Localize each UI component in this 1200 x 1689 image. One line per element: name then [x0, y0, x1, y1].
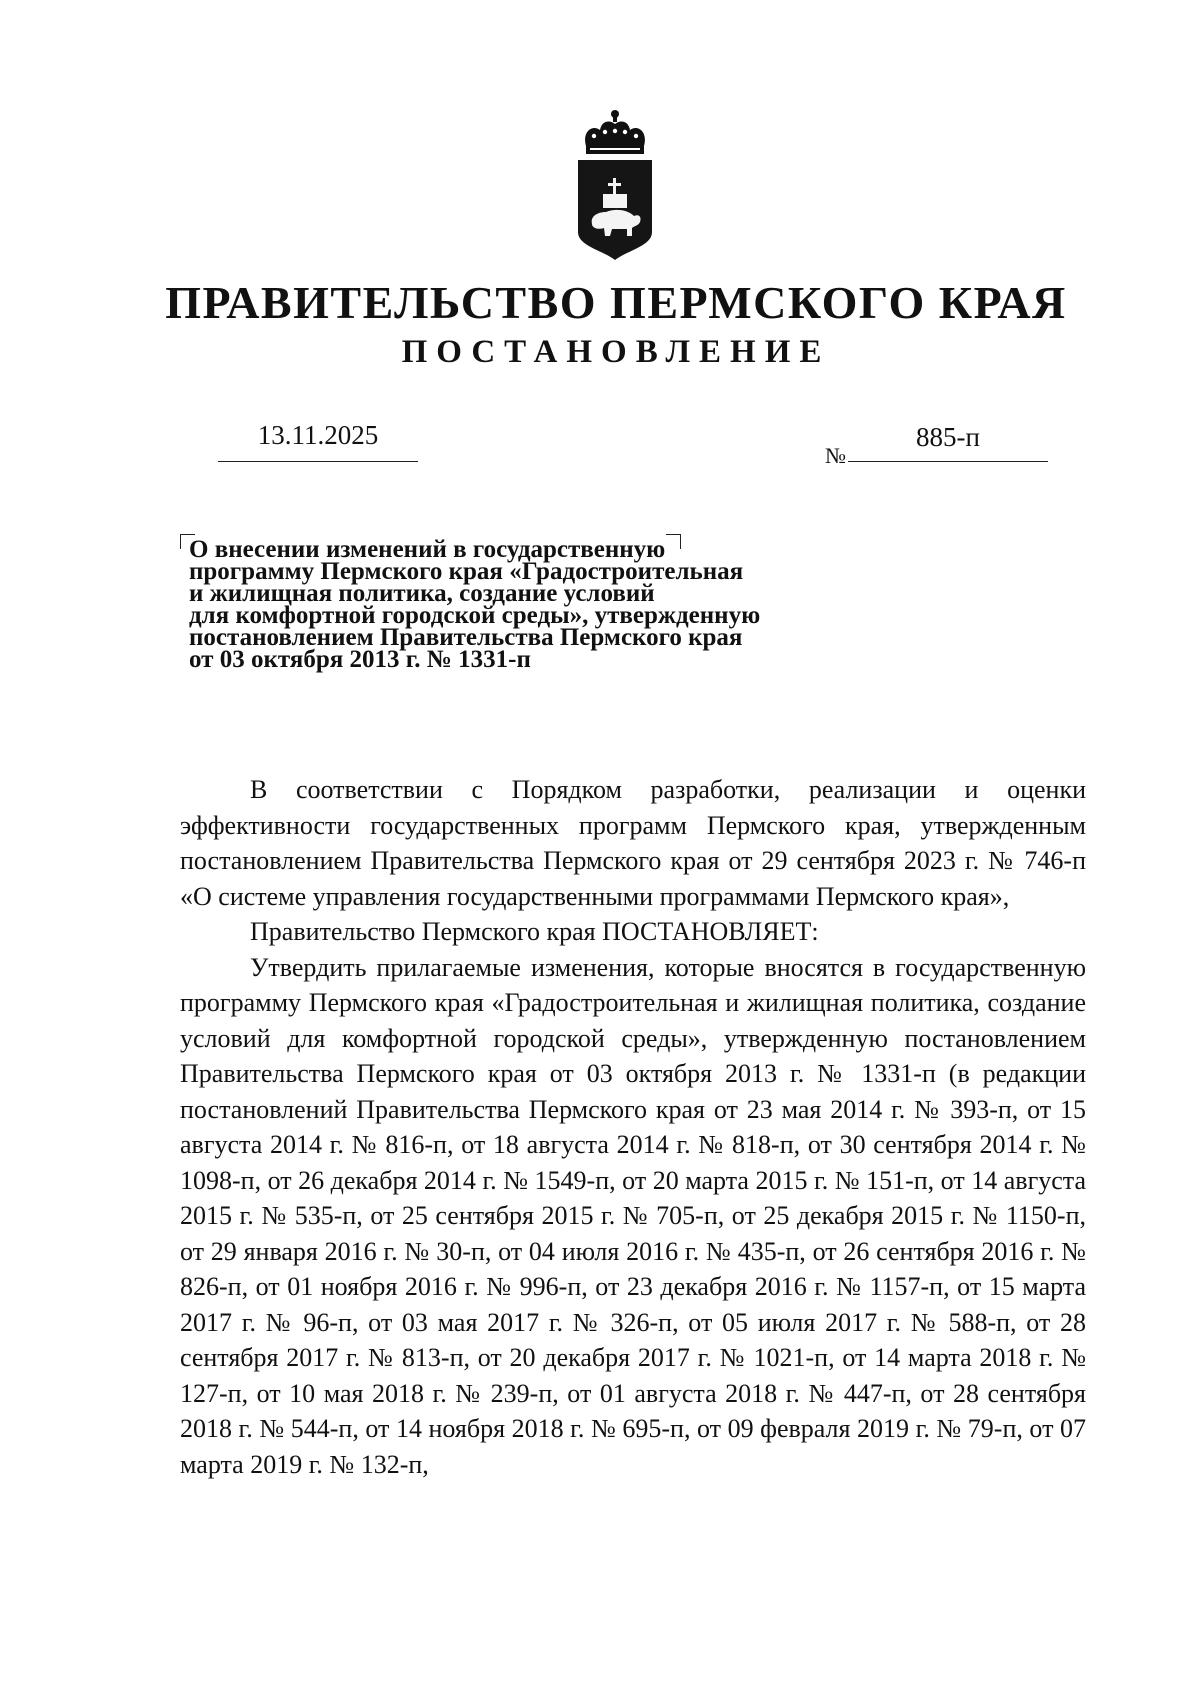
- subject-line: О внесении изменений в государственную: [189, 536, 666, 563]
- subject-line: и жилищная политика, создание условий: [189, 580, 655, 607]
- coat-of-arms-icon: [572, 108, 658, 260]
- number-underline: [848, 461, 1048, 462]
- resolution-statement: Правительство Пермского края ПОСТАНОВЛЯЕТ:: [250, 917, 819, 946]
- document-subject: [189, 536, 869, 673]
- document-body: [180, 772, 1086, 1482]
- document-type-title: ПОСТАНОВЛЕНИЕ: [401, 334, 831, 370]
- document-date: 13.11.2025: [257, 420, 379, 450]
- subject-line: для комфортной городской среды», утвержденную: [189, 602, 761, 629]
- document-number: 885-п: [916, 422, 980, 452]
- subject-line: программу Пермского края «Градостроительная: [189, 558, 744, 585]
- date-underline: [218, 461, 418, 462]
- body-paragraph: В соответствии с Порядком разработки, реализации и оценки эффективности государственных программ Пермского края, утвержденным постановлением Правительства Пермского края от 29 сентября 2023 г. № 746-п «О системе управления государственными программами Пермского края»,: [180, 775, 1086, 911]
- organization-title: ПРАВИТЕЛЬСТВО ПЕРМСКОГО КРАЯ: [165, 277, 1067, 328]
- subject-line: постановлением Правительства Пермского края: [189, 624, 743, 651]
- subject-line: от 03 октября 2013 г. № 1331-п: [189, 646, 531, 673]
- body-paragraph: Утвердить прилагаемые изменения, которые вносятся в государственную программу Пермского края «Градостроительная и жилищная политика, создание условий для комфортной городской среды», утвержденную постановлением Правительства Пермского края от 03 октября 2013 г. № 1331-п (в редакции постановлений Правительства Пермского края от 23 мая 2014 г. № 393-п, от 15 августа 2014 г. № 816-п, от 18 августа 2014 г. № 818-п, от 30 сентября 2014 г. № 1098-п, от 26 декабря 2014 г. № 1549-п, от 20 марта 2015 г. № 151-п, от 14 августа 2015 г. № 535-п, от 25 сентября 2015 г. № 705-п, от 25 декабря 2015 г. № 1150-п, от 29 января 2016 г. № 30-п, от 04 июля 2016 г. № 435-п, от 26 сентября 2016 г. № 826-п, от 01 ноября 2016 г. № 996-п, от 23 декабря 2016 г. № 1157-п, от 15 марта 2017 г. № 96-п, от 03 мая 2017 г. № 326-п, от 05 июля 2017 г. № 588-п, от 28 сентября 2017 г. № 813-п, от 20 декабря 2017 г. № 1021-п, от 14 марта 2018 г. № 127-п, от 10 мая 2018 г. № 239-п, от 01 августа 2018 г. № 447-п, от 28 сентября 2018 г. № 544-п, от 14 ноября 2018 г. № 695-п, от 09 февраля 2019 г. № 79-п, от 07 марта 2019 г. № 132-п,: [180, 952, 1086, 1479]
- number-label: №: [825, 443, 846, 468]
